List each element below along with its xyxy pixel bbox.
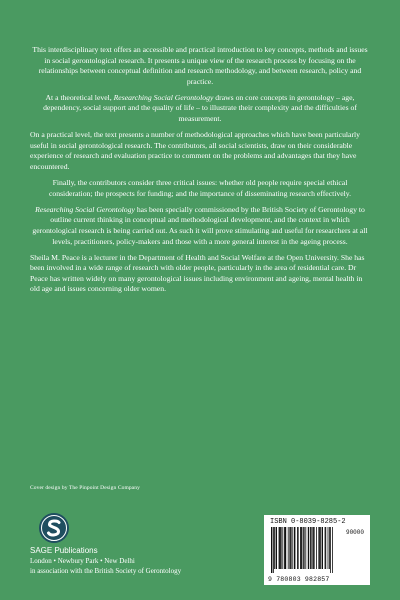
isbn-label: ISBN 0-8039-8285-2 [270,518,346,526]
cover-design-credit: Cover design by The Pinpoint Design Company [30,485,140,491]
book-title: Researching Social Gerontology [35,204,135,214]
book-title: Researching Social Gerontology [113,92,214,102]
barcode-price-code: 90000 [345,529,364,536]
publisher-cities: London • Newbury Park • New Delhi [30,557,135,565]
isbn-barcode [264,515,370,585]
blurb-paragraph-practice: On a practical level, the text presents a number of methodological approaches which have been particularly useful in social gerontological research. The contributors, all social scientists, draw on their considerable experience of research and evaluation practice to comment on the problems and advantages that they have encountered. [30,130,361,171]
publisher-association: in association with the British Society of Gerontology [30,567,182,575]
blurb-paragraph-issues: Finally, the contributors consider three critical issues: whether old people require special ethical consideration; the prospects for funding; and the importance of disseminating research effectively. [48,178,352,198]
blurb-paragraph-author: Sheila M. Peace is a lecturer in the Department of Health and Social Welfare at the Open University. She has been involved in a wide range of research with older people, particularly in the area of residential care. Dr Peace has written widely on many gerontological issues including environment and ageing, mental health in old age and issues concerning older women. [30,252,365,294]
blurb-paragraph-intro: This interdisciplinary text offers an accessible and practical introduction to key concepts, methods and issues in social gerontological research. It presents a unique view of the research process by focusing on the relationships between conceptual definition and research methodology, and between research, policy and practice. [32,45,368,86]
blurb-paragraph-commission: Researching Social Gerontology has been specially commissioned by the British Society of Gerontology to outline current thinking in conceptual and methodological development, and the context in which gerontological research is being carried out. As such it will prove stimulating and useful for researchers at all levels, practitioners, policy-makers and those with a more general interest in the ageing process. [32,204,368,246]
back-cover-blurb [30,45,370,300]
blurb-paragraph-theory: At a theoretical level, Researching Social Gerontology draws on core concepts in gerontology – age, dependency, social support and the quality of life – to illustrate their complexity and the difficulties of measurement. [43,92,357,124]
publisher-name: SAGE Publications [30,546,98,555]
sage-s-logo-icon [38,512,70,544]
barcode-bars [270,527,340,575]
publisher-info [30,546,230,576]
barcode-digits: 9 780803 982857 [268,576,330,583]
